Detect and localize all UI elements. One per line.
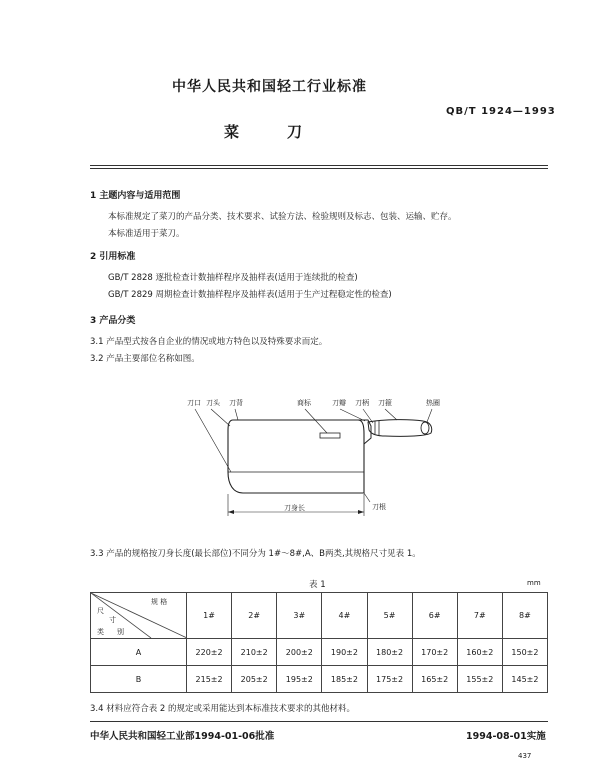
table-corner-cell <box>91 593 187 639</box>
ministry-standard-heading: 中华人民共和国轻工行业标准 <box>172 79 367 95</box>
label-hoop: 刀箍 <box>378 399 392 407</box>
spec-table <box>90 592 548 693</box>
section-2-title: 2 引用标准 <box>90 252 136 262</box>
table-cell: 210±2 <box>232 639 277 666</box>
clause-3-2: 3.2 产品主要部位名称如图。 <box>90 354 200 364</box>
knife-diagram <box>175 390 460 525</box>
table-cell: 205±2 <box>232 666 277 693</box>
table-row <box>91 666 548 693</box>
label-pin: 热圈 <box>426 399 440 407</box>
column-header: 8# <box>502 593 547 639</box>
table-cell: 215±2 <box>187 666 232 693</box>
section-1-title: 1 主题内容与适用范围 <box>90 191 181 201</box>
corner-label-size-b: 寸 <box>109 616 116 624</box>
table-cell: 190±2 <box>322 639 367 666</box>
label-length: 刀身长 <box>284 504 305 512</box>
section-1-paragraph-2: 本标准适用于菜刀。 <box>108 229 185 239</box>
table-caption: 表 1 <box>309 580 326 590</box>
label-shoulder: 刀瓣 <box>332 399 346 407</box>
label-mark: 商标 <box>297 399 311 407</box>
column-header: 5# <box>367 593 412 639</box>
header-rule-bottom <box>90 168 548 169</box>
corner-label-size-a: 尺 <box>97 607 104 615</box>
clause-3-1: 3.1 产品型式按各自企业的情况或地方特色以及特殊要求而定。 <box>90 337 328 347</box>
end-cap <box>421 422 429 434</box>
table-cell: 165±2 <box>412 666 457 693</box>
reference-gb2829: GB/T 2829 周期检查计数抽样程序及抽样表(适用于生产过程稳定性的检查) <box>108 290 392 300</box>
table-cell: 195±2 <box>277 666 322 693</box>
table-cell: 145±2 <box>502 666 547 693</box>
table-cell: 220±2 <box>187 639 232 666</box>
standard-code: QB/T 1924—1993 <box>446 106 556 117</box>
section-1-paragraph-1: 本标准规定了菜刀的产品分类、技术要求、试验方法、检验规则及标志、包装、运输、贮存。 <box>108 212 457 222</box>
table-header-row <box>91 593 548 639</box>
corner-label-cls-b: 别 <box>117 628 124 636</box>
label-head: 刀头 <box>206 399 220 407</box>
approval-line: 中华人民共和国轻工业部1994-01-06批准 <box>90 731 275 742</box>
column-header: 6# <box>412 593 457 639</box>
clause-3-4: 3.4 材料应符合表 2 的规定或采用能达到本标准技术要求的其他材料。 <box>90 704 356 714</box>
row-label: B <box>91 666 187 693</box>
table-cell: 200±2 <box>277 639 322 666</box>
page-number: 437 <box>518 752 532 760</box>
label-back: 刀背 <box>229 399 243 407</box>
label-edge: 刀口 <box>187 399 201 407</box>
page-title: 菜刀 <box>224 123 351 141</box>
implementation-date: 1994-08-01实施 <box>466 731 546 742</box>
table-cell: 170±2 <box>412 639 457 666</box>
table-cell: 160±2 <box>457 639 502 666</box>
table-cell: 185±2 <box>322 666 367 693</box>
row-label: A <box>91 639 187 666</box>
corner-label-cls-a: 类 <box>97 628 104 636</box>
corner-label-spec: 规 格 <box>151 598 168 606</box>
column-header: 2# <box>232 593 277 639</box>
trademark-mark <box>320 433 340 438</box>
clause-3-3: 3.3 产品的规格按刀身长度(最长部位)不同分为 1#～8#,A、B两类,其规格尺寸见表 1。 <box>90 549 421 559</box>
table-cell: 175±2 <box>367 666 412 693</box>
label-handle: 刀柄 <box>355 399 369 407</box>
column-header: 3# <box>277 593 322 639</box>
section-3-title: 3 产品分类 <box>90 316 136 326</box>
table-row <box>91 639 548 666</box>
header-rule-top <box>90 165 548 166</box>
table-unit: mm <box>527 579 541 587</box>
table-cell: 150±2 <box>502 639 547 666</box>
column-header: 4# <box>322 593 367 639</box>
table-cell: 155±2 <box>457 666 502 693</box>
label-heel: 刀根 <box>372 503 386 511</box>
footer-rule <box>90 721 548 722</box>
corner-diagonals <box>91 593 187 638</box>
column-header: 7# <box>457 593 502 639</box>
handle-shape <box>368 420 432 437</box>
blade-outline <box>228 420 364 493</box>
table-cell: 180±2 <box>367 639 412 666</box>
reference-gb2828: GB/T 2828 逐批检查计数抽样程序及抽样表(适用于连续批的检查) <box>108 273 358 283</box>
column-header: 1# <box>187 593 232 639</box>
